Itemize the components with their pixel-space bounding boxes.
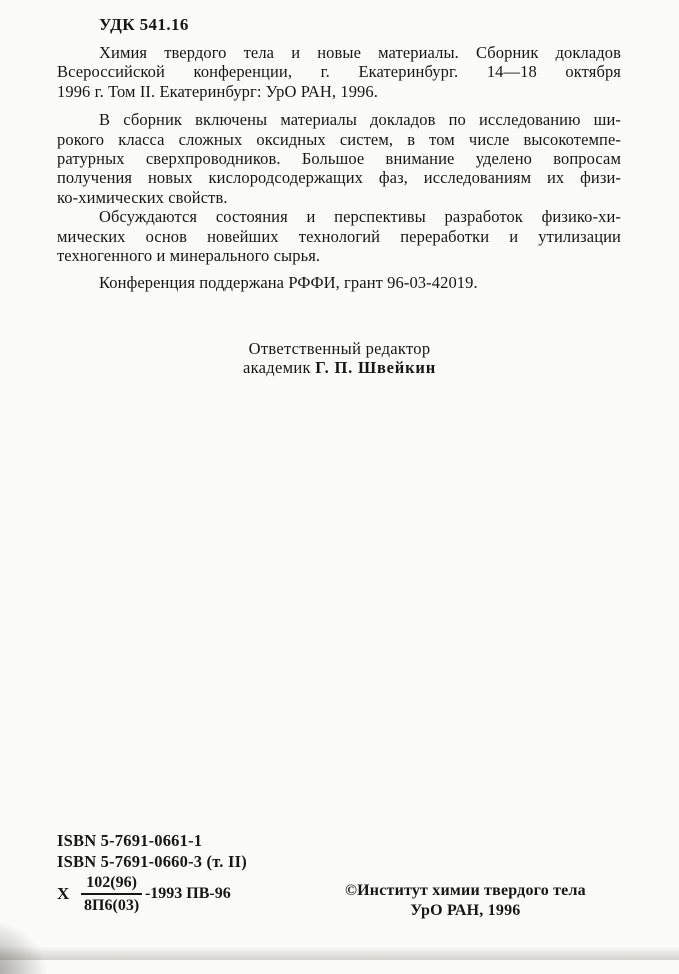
catalog-fraction <box>81 873 142 915</box>
text-line: Обсуждаются состояния и перспективы разработок физико-хи- <box>99 207 621 227</box>
editor-rank: академик <box>242 357 311 377</box>
text-line: мических основ новейших технологий переработки и утилизации <box>57 226 621 246</box>
text-line: Всероссийской конференции, г. Екатеринбург. 14—18 октября <box>57 62 621 82</box>
catalog-letter: Х <box>57 884 70 903</box>
grant-acknowledgement-paragraph <box>57 273 621 292</box>
isbn-line-2: ISBN 5-7691-0660-3 (т. II) <box>57 852 247 871</box>
text-line: Конференция поддержана РФФИ, грант 96-03-42019. <box>99 273 478 293</box>
editor-title: Ответственный редактор <box>248 339 431 358</box>
abstract-paragraph-1 <box>57 110 621 207</box>
copyright-line-2: УрО РАН, 1996 <box>410 901 521 919</box>
text-line: рокого класса сложных оксидных систем, в том числе высокотемпе- <box>57 129 621 149</box>
isbn-block <box>57 830 247 872</box>
text-line: В сборник включены материалы докладов по исследованию ши- <box>99 110 621 130</box>
editor-name: Г. П. Швейкин <box>315 357 437 377</box>
text-line: техногенного и минерального сырья. <box>57 246 321 266</box>
scan-corner-shadow <box>0 919 48 974</box>
text-line: Химия твердого тела и новые материалы. Сборник докладов <box>99 43 621 62</box>
catalog-suffix: -1993 ПВ-96 <box>144 885 231 902</box>
annotation-text-block <box>57 43 621 293</box>
editor-block <box>0 340 679 377</box>
text-line: ко-химических свойств. <box>57 187 228 207</box>
catalog-fraction-numerator: 102(96) <box>81 873 142 895</box>
abstract-paragraph-2 <box>57 207 621 265</box>
text-line: получения новых кислородсодержащих фаз, исследованиям их физи- <box>57 168 621 188</box>
editor-name-line <box>0 359 679 378</box>
catalog-index-block <box>57 873 231 915</box>
text-line: ратурных сверхпроводников. Большое внимание уделено вопросам <box>57 149 621 169</box>
catalog-fraction-denominator: 8П6(03) <box>84 897 140 914</box>
text-line: 1996 г. Том II. Екатеринбург: УрО РАН, 1996. <box>57 81 378 101</box>
copyright-block <box>345 881 586 920</box>
isbn-line-1: ISBN 5-7691-0661-1 <box>57 831 203 850</box>
bibliographic-reference-paragraph <box>57 43 621 101</box>
copyright-line-1: ©Институт химии твердого тела <box>345 882 586 899</box>
scan-edge-shadow <box>0 946 679 960</box>
udk-code: УДК 541.16 <box>99 15 189 34</box>
